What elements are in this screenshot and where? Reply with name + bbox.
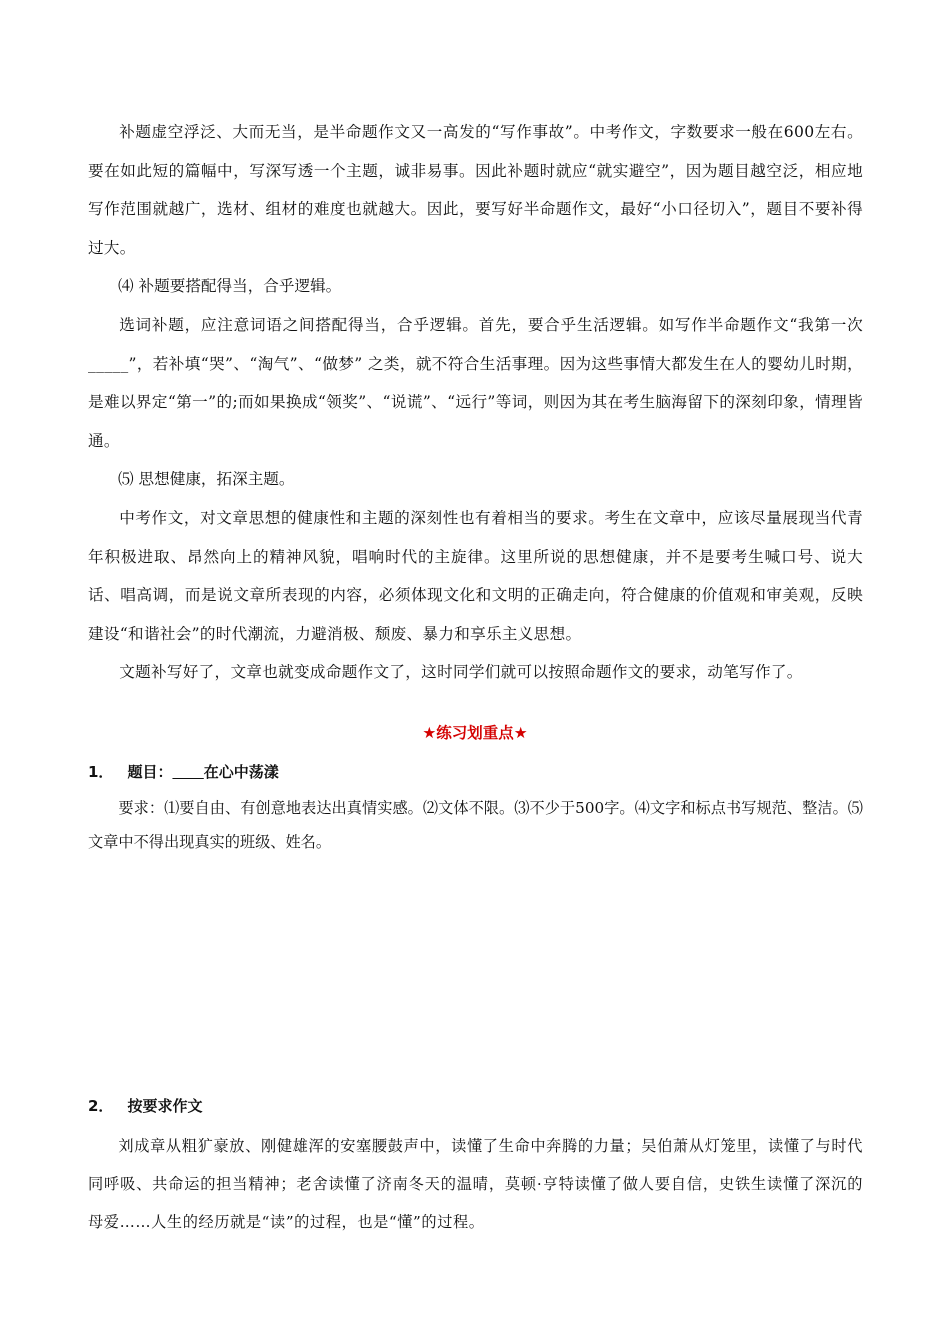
practice-heading: ★练习划重点★ [422,724,528,742]
question-2 [88,1091,863,1241]
question-1 [88,757,863,859]
question-1-number: 1． [88,763,114,781]
subheading-healthy-theme: ⑸ 思想健康，拓深主题。 [118,470,295,489]
subheading-collocation: ⑷ 补题要搭配得当，合乎逻辑。 [118,277,342,296]
paragraph-healthy-theme: 中考作文，对文章思想的健康性和主题的深刻性也有着相当的要求。考生在文章中，应该尽量展现当代青年积极进取、昂然向上的精神风貌，唱响时代的主旋律。这里所说的思想健康，并不是要考生喊口号、说大话、唱高调，而是说文章所表现的内容，必须体现文化和文明的正确走向，符合健康的价值观和审美观，反映建设“和谐社会”的时代潮流，力避消极、颓废、暴力和享乐主义思想。 [88,508,863,643]
paragraph-conclusion: 文题补写好了，文章也就变成命题作文了，这时同学们就可以按照命题作文的要求，动笔写作了。 [119,663,803,682]
guidance-section [88,113,863,692]
question-1-title-rest: 在心中荡漾 [203,763,279,781]
question-1-label: 题目： [127,763,173,781]
question-2-title [88,1091,863,1121]
paragraph-collocation: 选词补题，应注意词语之间搭配得当，合乎逻辑。首先，要合乎生活逻辑。如写作半命题作文“我第一次_____”，若补填“哭”、“淘气”、“做梦” 之类，就不符合生活事理。因为这些事情大都发生在人的婴幼儿时期，是难以界定“第一”的;而如果换成“领奖”、“说谎”、“远行”等词，则因为其在考生脑海留下的深刻印象，情理皆通。 [88,315,863,450]
question-2-title-text: 按要求作文 [127,1097,203,1115]
question-1-requirements: 要求：⑴要自由、有创意地表达出真情实感。⑵文体不限。⑶不少于500字。⑷文字和标点书写规范、整洁。⑸文章中不得出现真实的班级、姓名。 [88,799,863,851]
question-2-material: 刘成章从粗犷豪放、刚健雄浑的安塞腰鼓声中，读懂了生命中奔腾的力量；吴伯萧从灯笼里，读懂了与时代同呼吸、共命运的担当精神；老舍读懂了济南冬天的温晴，莫顿·亨特读懂了做人要自信，史铁生读懂了深沉的母爱……人生的经历就是“读”的过程，也是“懂”的过程。 [88,1137,863,1231]
paragraph-specific-topic: 补题虚空浮泛、大而无当，是半命题作文又一高发的“写作事故”。中考作文，字数要求一般在600左右。要在如此短的篇幅中，写深写透一个主题，诚非易事。因此补题时就应“就实避空”，因为题目越空泛，相应地写作范围就越广，选材、组材的难度也就越大。因此，要写好半命题作文，最好“小口径切入”，题目不要补得过大。 [88,123,863,257]
question-1-blank [172,763,203,781]
question-2-number: 2． [88,1097,114,1115]
question-1-title [88,757,863,787]
